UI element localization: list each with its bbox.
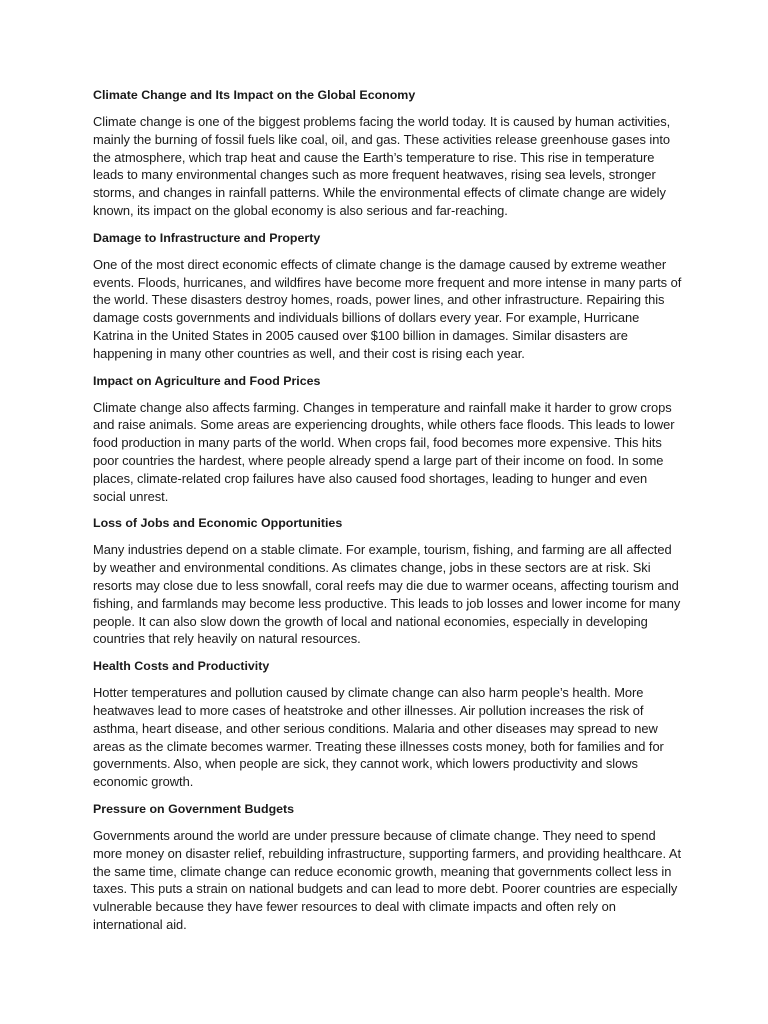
document-title: Climate Change and Its Impact on the Global Economy bbox=[93, 88, 416, 102]
section-infrastructure bbox=[93, 229, 683, 363]
section-heading: Pressure on Government Budgets bbox=[93, 801, 295, 816]
intro-paragraph: Climate change is one of the biggest problems facing the world today. It is caused by human activities, mainly the burning of fossil fuels like coal, oil, and gas. These activities release greenhouse gases into the atmosphere, which trap heat and cause the Earth’s temperature to rise. This rise in temperature leads to many environmental changes such as more frequent heatwaves, rising sea levels, stronger storms, and changes in rainfall patterns. While the environmental effects of climate change are widely known, its impact on the global economy is also serious and far-reaching. bbox=[93, 114, 671, 218]
section-paragraph: Many industries depend on a stable climate. For example, tourism, fishing, and farming are all affected by weather and environmental conditions. As climates change, jobs in these sectors are at risk. Ski resorts may close due to less snowfall, coral reefs may die due to warmer oceans, affecting tourism and fishing, and farmlands may become less productive. This leads to job losses and lower income for many people. It can also slow down the growth of local and national economies, especially in developing countries that rely heavily on natural resources. bbox=[93, 542, 681, 647]
section-heading: Impact on Agriculture and Food Prices bbox=[93, 373, 321, 388]
section-paragraph: Hotter temperatures and pollution caused by climate change can also harm people’s health. More heatwaves lead to more cases of heatstroke and other illnesses. Air pollution increases the risk of asthma, heart disease, and other serious conditions. Malaria and other diseases may spread to new areas as the climate becomes warmer. Treating these illnesses costs money, both for families and for governments. Also, when people are sick, they cannot work, which lowers productivity and slows economic growth. bbox=[93, 685, 664, 790]
section-budgets bbox=[93, 800, 683, 934]
section-paragraph: Climate change also affects farming. Changes in temperature and rainfall make it harder to grow crops and raise animals. Some areas are experiencing droughts, while others face floods. This leads to lower food production in many parts of the world. When crops fail, food becomes more expensive. This hits poor countries the hardest, where people already spend a large part of their income on food. In some places, climate-related crop failures have also caused food shortages, leading to hunger and even social unrest. bbox=[93, 399, 675, 504]
document-page bbox=[93, 86, 683, 943]
section-agriculture bbox=[93, 372, 683, 506]
section-heading: Loss of Jobs and Economic Opportunities bbox=[93, 516, 343, 531]
section-health bbox=[93, 657, 683, 791]
section-paragraph: Governments around the world are under pressure because of climate change. They need to spend more money on disaster relief, rebuilding infrastructure, supporting farmers, and providing healthcare. At the same time, climate change can reduce economic growth, meaning that governments collect less in taxes. This puts a strain on national budgets and can lead to more debt. Poorer countries are especially vulnerable because they have fewer resources to deal with climate impacts and often rely on international aid. bbox=[93, 827, 681, 932]
section-jobs bbox=[93, 514, 683, 648]
section-heading: Damage to Infrastructure and Property bbox=[93, 230, 321, 245]
section-paragraph: One of the most direct economic effects of climate change is the damage caused by extreme weather events. Floods, hurricanes, and wildfires have become more frequent and more intense in many parts of the world. These disasters destroy homes, roads, power lines, and other infrastructure. Repairing this damage costs governments and individuals billions of dollars every year. For example, Hurricane Katrina in the United States in 2005 caused over $100 billion in damages. Similar disasters are happening in many other countries as well, and their cost is rising each year. bbox=[93, 256, 682, 361]
section-heading: Health Costs and Productivity bbox=[93, 659, 270, 674]
